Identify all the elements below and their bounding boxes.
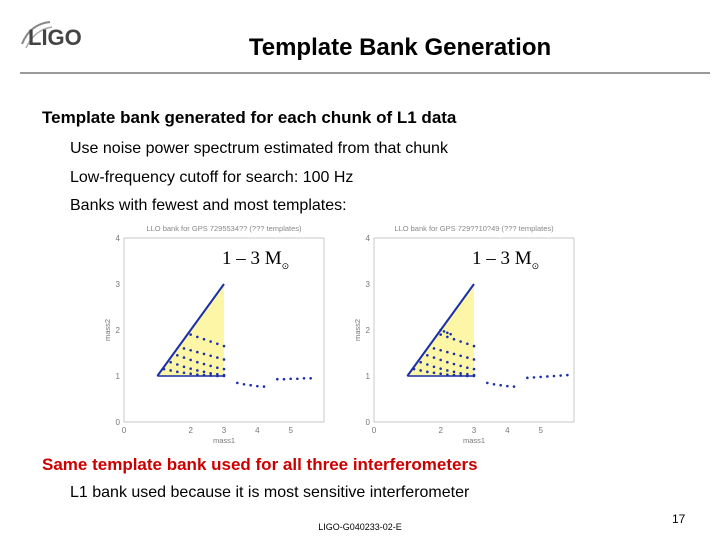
template-point xyxy=(426,363,429,366)
y-tick-label: 4 xyxy=(365,234,370,243)
template-point xyxy=(203,338,206,341)
plot-title: LLO bank for GPS 7295534?? (??? templates) xyxy=(146,224,302,233)
template-point xyxy=(439,333,442,336)
x-tick-label: 0 xyxy=(121,426,127,435)
template-point xyxy=(189,333,192,336)
bullet-template-bank: Template bank generated for each chunk of L1 data xyxy=(42,108,457,127)
template-bank-plot-fewest xyxy=(102,220,352,445)
template-point xyxy=(446,373,449,376)
x-tick-label: 3 xyxy=(471,426,477,435)
template-point xyxy=(236,382,239,385)
template-point xyxy=(446,331,449,334)
template-point xyxy=(439,367,442,370)
template-point xyxy=(546,375,549,378)
template-point xyxy=(249,384,252,387)
template-point xyxy=(559,374,562,377)
template-point xyxy=(169,369,172,372)
y-axis-label: mass2 xyxy=(353,318,362,342)
y-axis-label: mass2 xyxy=(103,318,112,342)
x-axis-label: mass1 xyxy=(462,436,486,445)
template-point xyxy=(446,351,449,354)
template-point xyxy=(419,361,422,364)
y-tick-label: 1 xyxy=(115,372,120,381)
template-point xyxy=(276,378,279,381)
template-point xyxy=(183,347,186,350)
template-point xyxy=(216,366,219,369)
template-point xyxy=(419,369,422,372)
template-point xyxy=(433,356,436,359)
template-point xyxy=(203,353,206,356)
template-point xyxy=(163,368,166,371)
template-point xyxy=(196,351,199,354)
mass-range-annotation: 1 – 3 $M_⊙$ xyxy=(222,248,290,271)
template-point xyxy=(453,374,456,377)
template-point xyxy=(459,372,462,375)
template-point xyxy=(209,340,212,343)
template-point xyxy=(443,330,446,333)
x-tick-label: 0 xyxy=(371,426,377,435)
template-point xyxy=(459,354,462,357)
template-point xyxy=(473,375,476,378)
template-point xyxy=(473,345,476,348)
template-point xyxy=(183,371,186,374)
template-point xyxy=(439,359,442,362)
template-point xyxy=(309,377,312,380)
template-point xyxy=(526,377,529,380)
template-point xyxy=(453,353,456,356)
plot-title: LLO bank for GPS 729??10?49 (??? templates) xyxy=(394,224,554,233)
x-tick-label: 4 xyxy=(255,426,260,435)
template-point xyxy=(466,356,469,359)
template-point xyxy=(446,369,449,372)
template-bank-plot-most xyxy=(352,220,602,445)
template-point xyxy=(493,383,496,386)
template-point xyxy=(459,374,462,377)
sub-bullet-l1-sensitive: L1 bank used because it is most sensitive interferometer xyxy=(70,484,470,501)
x-tick-label: 2 xyxy=(438,426,443,435)
ligo-logo xyxy=(20,18,100,54)
template-point xyxy=(209,374,212,377)
template-point xyxy=(176,354,179,357)
template-point xyxy=(539,376,542,379)
logo-text: LIGO xyxy=(28,25,82,50)
template-point xyxy=(256,385,259,388)
mass-range-annotation: 1 – 3 $M_⊙$ xyxy=(472,248,540,271)
template-point xyxy=(413,368,416,371)
template-point xyxy=(196,373,199,376)
template-point xyxy=(486,382,489,385)
template-point xyxy=(433,347,436,350)
x-tick-label: 5 xyxy=(538,426,543,435)
template-point xyxy=(196,369,199,372)
sub-bullet-banks: Banks with fewest and most templates: xyxy=(70,197,347,214)
template-point xyxy=(283,378,286,381)
template-point xyxy=(453,363,456,366)
template-point xyxy=(446,336,449,339)
template-point xyxy=(216,375,219,378)
template-point xyxy=(466,375,469,378)
template-point xyxy=(183,356,186,359)
template-point xyxy=(189,349,192,352)
y-tick-label: 4 xyxy=(115,234,120,243)
template-point xyxy=(189,359,192,362)
template-point xyxy=(189,372,192,375)
template-point xyxy=(216,343,219,346)
template-point xyxy=(439,372,442,375)
template-point xyxy=(459,365,462,368)
template-point xyxy=(223,368,226,371)
template-point xyxy=(189,367,192,370)
template-point xyxy=(446,361,449,364)
template-point xyxy=(196,361,199,364)
y-tick-label: 2 xyxy=(365,326,370,335)
template-point xyxy=(216,356,219,359)
page-number: 17 xyxy=(672,512,686,526)
x-axis-label: mass1 xyxy=(212,436,236,445)
template-point xyxy=(183,366,186,369)
y-tick-label: 2 xyxy=(115,326,120,335)
template-point xyxy=(466,343,469,346)
template-point xyxy=(263,385,266,388)
template-point xyxy=(203,371,206,374)
template-point xyxy=(176,371,179,374)
template-point xyxy=(499,384,502,387)
slide-title: Template Bank Generation xyxy=(248,34,552,61)
x-tick-label: 3 xyxy=(221,426,227,435)
y-tick-label: 3 xyxy=(115,280,120,289)
template-point xyxy=(426,354,429,357)
template-point xyxy=(453,338,456,341)
template-point xyxy=(433,366,436,369)
template-point xyxy=(553,375,556,378)
y-tick-label: 0 xyxy=(365,418,370,427)
template-point xyxy=(533,376,536,379)
template-point xyxy=(209,365,212,368)
template-point xyxy=(439,349,442,352)
template-point xyxy=(223,375,226,378)
template-point xyxy=(473,358,476,361)
template-point xyxy=(506,385,509,388)
template-point xyxy=(196,336,199,339)
template-point xyxy=(203,374,206,377)
sub-bullet-cutoff: Low-frequency cutoff for search: 100 Hz xyxy=(70,169,354,186)
template-point xyxy=(473,368,476,371)
template-point xyxy=(296,377,299,380)
x-tick-label: 2 xyxy=(188,426,193,435)
template-point xyxy=(303,377,306,380)
template-point xyxy=(243,383,246,386)
template-point xyxy=(223,358,226,361)
document-id: LIGO-G040233-02-E xyxy=(318,522,402,532)
x-tick-label: 5 xyxy=(288,426,293,435)
template-point xyxy=(176,363,179,366)
template-point xyxy=(209,372,212,375)
title-divider xyxy=(20,72,710,74)
template-point xyxy=(566,374,569,377)
template-point xyxy=(439,329,442,332)
y-tick-label: 3 xyxy=(365,280,370,289)
template-point xyxy=(459,340,462,343)
template-point xyxy=(203,363,206,366)
x-tick-label: 4 xyxy=(505,426,510,435)
y-tick-label: 0 xyxy=(115,418,120,427)
template-point xyxy=(209,354,212,357)
template-point xyxy=(426,371,429,374)
template-point xyxy=(169,361,172,364)
template-point xyxy=(289,377,292,380)
bullet-same-bank: Same template bank used for all three interferometers xyxy=(42,455,478,474)
template-point xyxy=(449,333,452,336)
template-point xyxy=(433,371,436,374)
y-tick-label: 1 xyxy=(365,372,370,381)
sub-bullet-noise-spectrum: Use noise power spectrum estimated from that chunk xyxy=(70,140,448,157)
template-point xyxy=(223,345,226,348)
template-point xyxy=(453,371,456,374)
template-point xyxy=(466,366,469,369)
template-point xyxy=(513,385,516,388)
